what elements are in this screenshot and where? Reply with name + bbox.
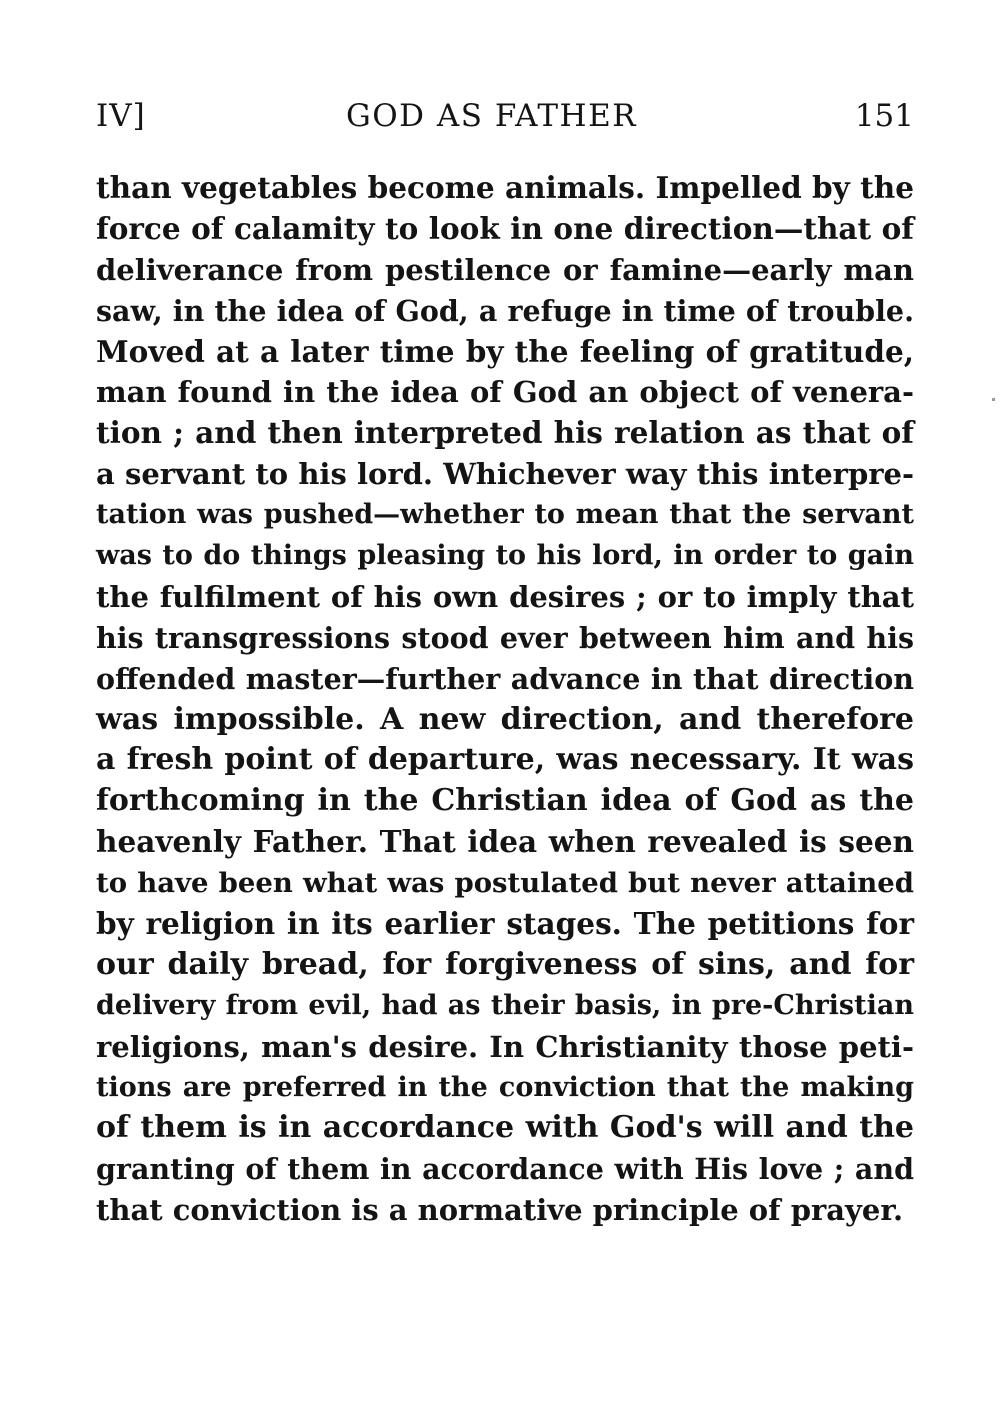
text-line: tions are preferred in the conviction that the making — [96, 1071, 914, 1103]
page-number: 151 — [854, 98, 914, 134]
text-line: force of calamity to look in one direction—that of — [96, 210, 914, 246]
text-line: his transgressions stood ever between him and his — [96, 620, 914, 655]
text-line: by religion in its earlier stages. The petitions for — [96, 906, 914, 942]
running-head — [96, 96, 914, 136]
text-line: our daily bread, for forgiveness of sins, and for — [96, 946, 914, 982]
text-line: forthcoming in the Christian idea of God as the — [96, 783, 914, 819]
text-line: religions, man's desire. In Christianity those peti- — [96, 1029, 914, 1064]
text-line: heavenly Father. That idea when revealed is seen — [96, 824, 914, 860]
text-line: was to do things pleasing to his lord, in order to gain — [96, 540, 914, 572]
text-line: than vegetables become animals. Impelled by the — [96, 170, 914, 205]
text-line: that conviction is a normative principle of prayer. — [96, 1193, 904, 1228]
text-line: to have been what was postulated but never attained — [96, 867, 914, 900]
text-line: saw, in the idea of God, a refuge in time of trouble. — [96, 293, 914, 328]
text-line: was impossible. A new direction, and therefore — [96, 701, 914, 737]
text-line: tation was pushed—whether to mean that the servant — [96, 499, 914, 531]
text-line: granting of them in accordance with His love ; and — [96, 1152, 914, 1187]
page-title: GOD AS FATHER — [346, 98, 638, 134]
text-line: the fulfilment of his own desires ; or to imply that — [96, 579, 914, 614]
text-line: man found in the idea of God an object of venera- — [96, 375, 914, 410]
body-paragraph — [96, 168, 914, 1231]
margin-speck — [992, 398, 995, 401]
text-line: deliverance from pestilence or famine—early man — [96, 252, 914, 287]
text-line: delivery from evil, had as their basis, in pre-Christian — [96, 989, 914, 1021]
text-line: a fresh point of departure, was necessary. It was — [96, 742, 914, 778]
text-line: Moved at a later time by the feeling of gratitude, — [96, 333, 914, 369]
text-line: offended master—further advance in that direction — [96, 661, 914, 696]
text-line: a servant to his lord. Whichever way this interpre- — [96, 457, 914, 492]
text-line: tion ; and then interpreted his relation as that of — [96, 415, 914, 451]
text-line: of them is in accordance with God's will and the — [96, 1110, 914, 1146]
chapter-number: IV] — [96, 98, 146, 134]
